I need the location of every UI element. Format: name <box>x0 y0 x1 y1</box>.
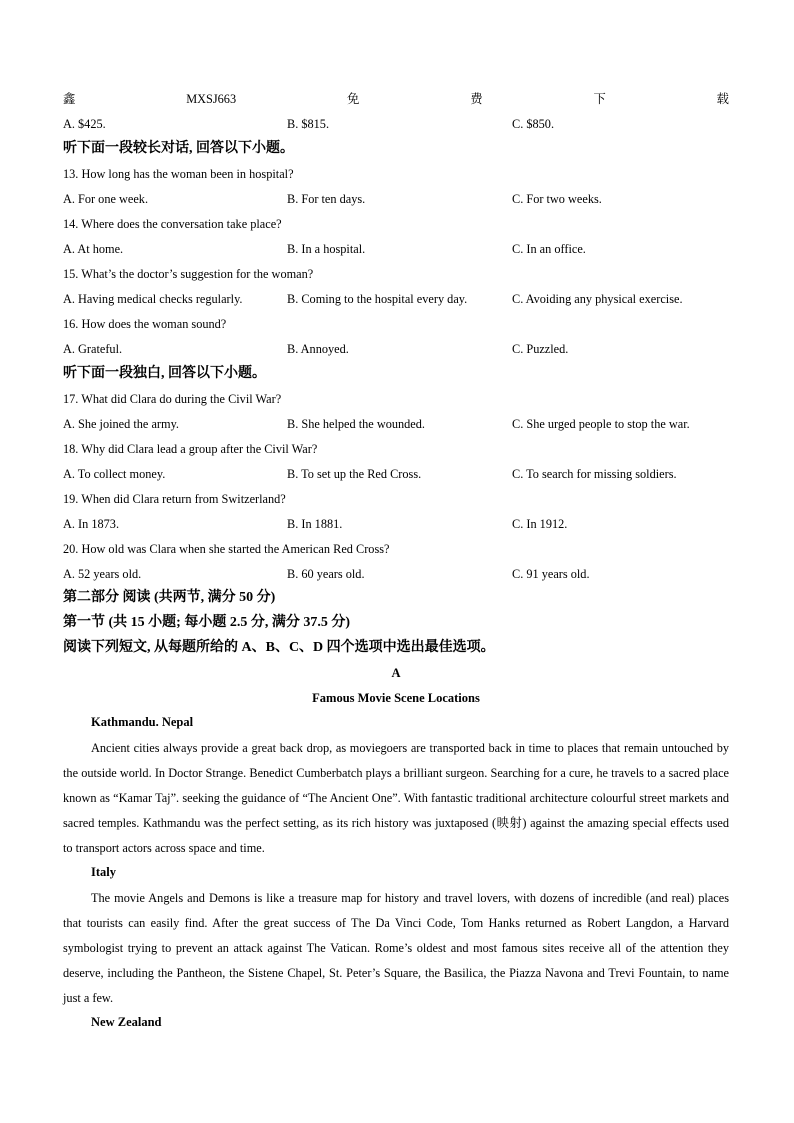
option-b: B. She helped the wounded. <box>287 417 425 431</box>
question-18: 18. Why did Clara lead a group after the Civil War? <box>63 442 318 456</box>
question-15: 15. What’s the doctor’s suggestion for the woman? <box>63 267 314 281</box>
section-heading-long-dialogue: 听下面一段较长对话, 回答以下小题。 <box>63 141 294 156</box>
paragraph-italy: The movie Angels and Demons is like a treasure map for history and travel lovers, with dozens of incredible (and real) places that tourists can easily find. After the great success of The Da Vinci Code, Tom Hanks returned as Robert Langdon, a Harvard symbologist trying to prevent an attack against The Vatican. Rome’s oldest and most famous sites receive all of the attention they deserve, including the Pantheon, the Sistene Chapel, St. Peter’s Square, the Basilica, the Piazza Navona and Trevi Fountain, to name just a few. <box>63 891 729 1005</box>
page-header <box>63 91 729 107</box>
option-c: C. Puzzled. <box>512 342 569 356</box>
option-c: C. In 1912. <box>512 517 568 531</box>
option-c: C. Avoiding any physical exercise. <box>512 292 683 306</box>
option-a: A. $425. <box>63 117 106 131</box>
header-char-5: 下 <box>593 92 606 106</box>
part-two-heading: 第二部分 阅读 (共两节, 满分 50 分) <box>63 590 276 605</box>
option-b: B. In a hospital. <box>287 242 366 256</box>
option-b: B. To set up the Red Cross. <box>287 467 422 481</box>
question-14: 14. Where does the conversation take place? <box>63 217 282 231</box>
passage-letter: A <box>391 666 401 680</box>
option-c: C. For two weeks. <box>512 192 602 206</box>
passage-title: Famous Movie Scene Locations <box>312 691 480 705</box>
option-a: A. Having medical checks regularly. <box>63 292 243 306</box>
option-b: B. Annoyed. <box>287 342 349 356</box>
option-c: C. In an office. <box>512 242 586 256</box>
option-b: B. Coming to the hospital every day. <box>287 292 468 306</box>
option-b: B. For ten days. <box>287 192 366 206</box>
option-c: C. She urged people to stop the war. <box>512 417 690 431</box>
section-one-heading: 第一节 (共 15 小题; 每小题 2.5 分, 满分 37.5 分) <box>63 615 350 630</box>
option-a: A. She joined the army. <box>63 417 179 431</box>
option-c: C. $850. <box>512 117 555 131</box>
option-a: A. At home. <box>63 242 124 256</box>
question-20: 20. How old was Clara when she started the American Red Cross? <box>63 542 390 556</box>
option-c: C. To search for missing soldiers. <box>512 467 677 481</box>
section-heading-monologue: 听下面一段独白, 回答以下小题。 <box>63 366 266 381</box>
option-a: A. To collect money. <box>63 467 166 481</box>
option-b: B. 60 years old. <box>287 567 365 581</box>
subheading-italy: Italy <box>91 865 116 879</box>
question-17: 17. What did Clara do during the Civil War? <box>63 392 282 406</box>
option-a: A. 52 years old. <box>63 567 142 581</box>
question-13: 13. How long has the woman been in hospital? <box>63 167 294 181</box>
option-b: B. In 1881. <box>287 517 343 531</box>
header-char-1: 鑫 <box>63 92 76 106</box>
option-a: A. For one week. <box>63 192 149 206</box>
subheading-new-zealand: New Zealand <box>91 1015 162 1029</box>
option-b: B. $815. <box>287 117 330 131</box>
question-19: 19. When did Clara return from Switzerland? <box>63 492 286 506</box>
header-char-4: 费 <box>470 92 483 106</box>
subheading-kathmandu: Kathmandu. Nepal <box>91 715 194 729</box>
option-a: A. In 1873. <box>63 517 120 531</box>
paragraph-kathmandu: Ancient cities always provide a great back drop, as moviegoers are transported back in time to places that remain untouched by the outside world. In Doctor Strange. Benedict Cumberbatch plays a brilliant surgeon. Searching for a cure, he travels to a sacred place known as “Kamar Taj”. seeking the guidance of “The Ancient One”. With fantastic traditional architecture colourful street markets and sacred temples. Kathmandu was the perfect setting, as its rich history was juxtaposed (映射) against the amazing special effects used to transport actors across space and time. <box>63 741 729 855</box>
option-a: A. Grateful. <box>63 342 123 356</box>
reading-instruction: 阅读下列短文, 从每题所给的 A、B、C、D 四个选项中选出最佳选项。 <box>63 640 495 655</box>
header-code: MXSJ663 <box>186 92 237 106</box>
header-char-3: 免 <box>347 92 360 106</box>
header-char-6: 载 <box>716 92 729 106</box>
option-c: C. 91 years old. <box>512 567 590 581</box>
question-16: 16. How does the woman sound? <box>63 317 227 331</box>
